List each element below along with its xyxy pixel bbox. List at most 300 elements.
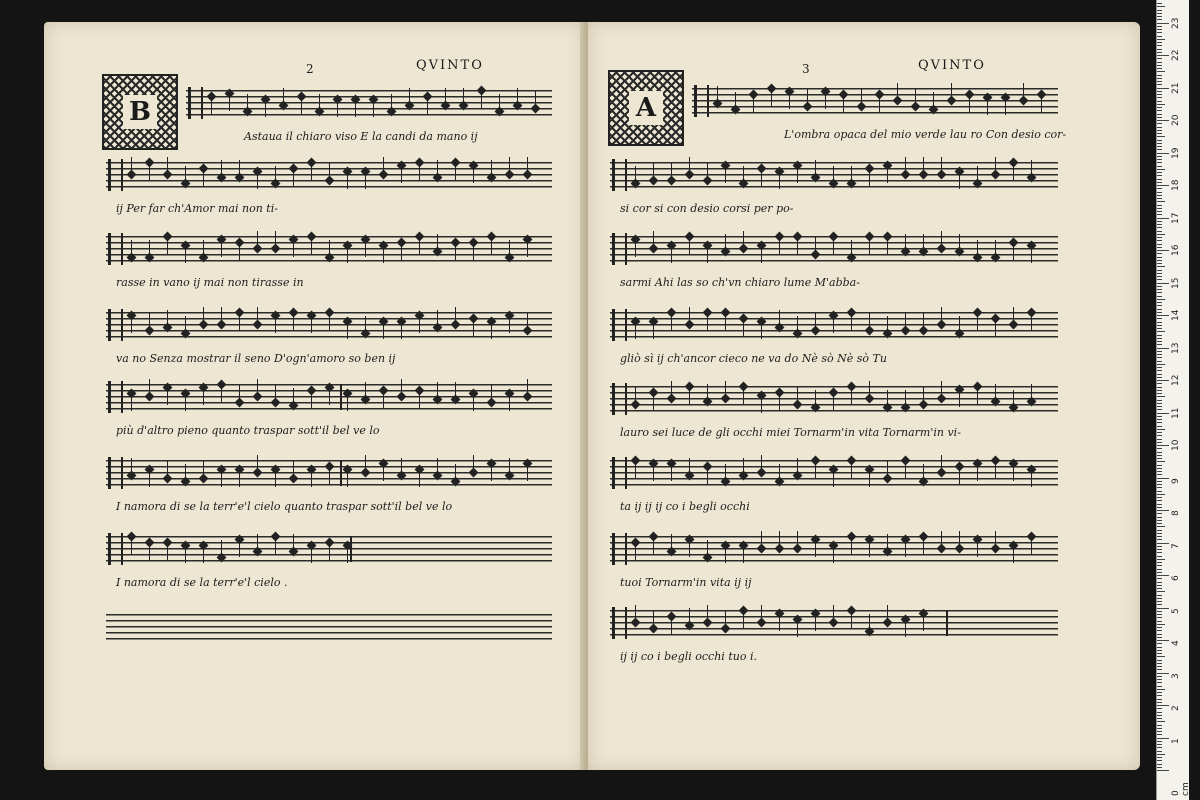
- note-stem: [635, 605, 636, 621]
- clef-icon: [612, 607, 627, 639]
- ruler-number: 16: [1171, 244, 1181, 256]
- note-stem: [977, 314, 978, 330]
- note-stem: [535, 91, 536, 107]
- ruler-tick: [1157, 23, 1169, 24]
- ruler-tick: [1157, 328, 1162, 329]
- lyric-line: L'ombra opaca del mio verde lau ro Con desio cor-: [784, 128, 1067, 141]
- note-stem: [1031, 314, 1032, 330]
- ruler-tick: [1157, 728, 1162, 729]
- ruler-tick: [1157, 250, 1169, 251]
- ruler-number: 12: [1171, 374, 1181, 386]
- note-stem: [149, 544, 150, 560]
- ruler-tick: [1157, 630, 1162, 631]
- ruler-tick: [1157, 445, 1169, 446]
- ruler-tick: [1157, 634, 1162, 635]
- note-stem: [347, 173, 348, 189]
- ruler-tick: [1157, 182, 1162, 183]
- note-stem: [1031, 471, 1032, 487]
- ruler-tick: [1157, 429, 1165, 430]
- lyric-line: ij ij co i begli occhi tuo i.: [620, 650, 757, 663]
- note-stem: [1023, 83, 1024, 99]
- ruler-tick: [1157, 474, 1162, 475]
- note-stem: [131, 317, 132, 333]
- note-stem: [869, 541, 870, 557]
- note-stem: [347, 247, 348, 263]
- ruler-tick: [1157, 276, 1162, 277]
- note-stem: [239, 471, 240, 487]
- note-stem: [1013, 547, 1014, 563]
- note-stem: [969, 96, 970, 112]
- ruler-number: 17: [1171, 212, 1181, 224]
- note-stem: [995, 462, 996, 478]
- ruler-tick: [1157, 16, 1162, 17]
- note-stem: [923, 234, 924, 250]
- note-stem: [131, 458, 132, 474]
- note-stem: [419, 471, 420, 487]
- ruler-tick: [1157, 52, 1162, 53]
- note-stem: [887, 534, 888, 550]
- note-stem: [347, 471, 348, 487]
- ruler-tick: [1157, 741, 1162, 742]
- music-staff: [106, 460, 552, 486]
- note-stem: [1013, 390, 1014, 406]
- note-stem: [481, 92, 482, 108]
- note-stem: [761, 247, 762, 263]
- note-stem: [797, 238, 798, 254]
- ruler-tick: [1157, 559, 1165, 560]
- note-stem: [437, 310, 438, 326]
- ruler-tick: [1157, 146, 1162, 147]
- ruler-number: 10: [1171, 439, 1181, 451]
- ruler-tick: [1157, 42, 1162, 43]
- ruler-tick: [1157, 643, 1162, 644]
- ruler-tick: [1157, 595, 1162, 596]
- ruler-tick: [1157, 767, 1162, 768]
- note-stem: [365, 382, 366, 398]
- clef-icon: [612, 383, 627, 415]
- note-stem: [743, 458, 744, 474]
- ruler-tick: [1157, 78, 1162, 79]
- clef-icon: [108, 233, 123, 265]
- note-stem: [995, 157, 996, 173]
- ruler-tick: [1157, 461, 1165, 462]
- ruler-tick: [1157, 305, 1162, 306]
- note-stem: [329, 389, 330, 405]
- clef-icon: [108, 457, 123, 489]
- note-stem: [995, 320, 996, 336]
- ruler-tick: [1157, 205, 1162, 206]
- note-stem: [365, 173, 366, 189]
- ruler-tick: [1157, 19, 1162, 20]
- ruler-tick: [1157, 507, 1162, 508]
- clef-icon: [108, 533, 123, 565]
- page-header: QVINTO: [918, 58, 986, 73]
- ruler-tick: [1157, 396, 1165, 397]
- ruler-number: 23: [1171, 17, 1181, 29]
- bar-line: [340, 460, 342, 486]
- note-stem: [707, 163, 708, 179]
- note-stem: [923, 157, 924, 173]
- note-stem: [293, 170, 294, 186]
- note-stem: [149, 471, 150, 487]
- note-stem: [905, 541, 906, 557]
- note-stem: [311, 392, 312, 408]
- ruler-tick: [1157, 487, 1162, 488]
- note-stem: [337, 101, 338, 117]
- note-stem: [689, 157, 690, 173]
- ruler-tick: [1157, 526, 1165, 527]
- ruler-tick: [1157, 75, 1162, 76]
- ruler-tick: [1157, 140, 1162, 141]
- note-stem: [401, 458, 402, 474]
- ruler-tick: [1157, 458, 1162, 459]
- note-stem: [1031, 160, 1032, 176]
- lyric-line: più d'altro pieno quanto traspar sott'il bel ve lo: [116, 424, 380, 437]
- note-stem: [789, 93, 790, 109]
- note-stem: [167, 238, 168, 254]
- ruler-tick: [1157, 247, 1162, 248]
- note-stem: [257, 307, 258, 323]
- note-stem: [671, 163, 672, 179]
- ruler-tick: [1157, 653, 1162, 654]
- ruler-tick: [1157, 260, 1162, 261]
- ruler-tick: [1157, 71, 1165, 72]
- ruler-number: 14: [1171, 309, 1181, 321]
- ruler-tick: [1157, 117, 1162, 118]
- note-stem: [391, 94, 392, 110]
- note-stem: [149, 379, 150, 395]
- note-stem: [203, 461, 204, 477]
- ruler-tick: [1157, 270, 1162, 271]
- note-stem: [959, 391, 960, 407]
- music-staff: [106, 312, 552, 338]
- ruler-tick: [1157, 166, 1162, 167]
- measuring-ruler: [1156, 0, 1189, 800]
- ruler-tick: [1157, 627, 1162, 628]
- note-stem: [951, 83, 952, 99]
- note-stem: [509, 458, 510, 474]
- note-stem: [185, 316, 186, 332]
- note-stem: [491, 323, 492, 339]
- page-number: 3: [802, 62, 810, 76]
- ruler-tick: [1157, 413, 1169, 414]
- decorated-initial: A: [608, 70, 684, 146]
- music-staff: [106, 384, 552, 410]
- ruler-tick: [1157, 338, 1162, 339]
- note-stem: [329, 163, 330, 179]
- ruler-tick: [1157, 530, 1162, 531]
- ruler-number: 13: [1171, 342, 1181, 354]
- note-stem: [987, 99, 988, 115]
- note-stem: [185, 464, 186, 480]
- note-stem: [257, 455, 258, 471]
- note-stem: [635, 166, 636, 182]
- ruler-tick: [1157, 712, 1162, 713]
- note-stem: [455, 307, 456, 323]
- note-stem: [977, 388, 978, 404]
- ruler-tick: [1157, 273, 1162, 274]
- ruler-tick: [1157, 426, 1162, 427]
- ruler-tick: [1157, 156, 1162, 157]
- note-stem: [843, 96, 844, 112]
- note-stem: [221, 540, 222, 556]
- bar-line: [946, 610, 948, 636]
- ruler-tick: [1157, 390, 1162, 391]
- ruler-tick: [1157, 218, 1169, 219]
- ruler-tick: [1157, 26, 1162, 27]
- ruler-tick: [1157, 432, 1162, 433]
- note-stem: [851, 166, 852, 182]
- ruler-tick: [1157, 169, 1165, 170]
- note-stem: [149, 240, 150, 256]
- note-stem: [445, 88, 446, 104]
- ruler-tick: [1157, 335, 1162, 336]
- ruler-tick: [1157, 32, 1162, 33]
- note-stem: [635, 544, 636, 560]
- clef-icon: [108, 381, 123, 413]
- ruler-tick: [1157, 442, 1162, 443]
- clef-icon: [612, 457, 627, 489]
- note-stem: [851, 388, 852, 404]
- note-stem: [527, 157, 528, 173]
- ruler-tick: [1157, 364, 1165, 365]
- note-stem: [689, 608, 690, 624]
- ruler-tick: [1157, 435, 1162, 436]
- ruler-number: 1: [1171, 737, 1181, 744]
- note-stem: [941, 381, 942, 397]
- music-staff: [106, 236, 552, 262]
- note-stem: [815, 541, 816, 557]
- lyric-line: lauro sei luce de gli occhi miei Tornarm'in vita Tornarm'in vi-: [620, 426, 961, 439]
- note-stem: [275, 538, 276, 554]
- lyric-line: rasse in vano ij mai non tirasse in: [116, 276, 304, 289]
- note-stem: [653, 231, 654, 247]
- note-stem: [941, 307, 942, 323]
- ruler-tick: [1157, 757, 1162, 758]
- ruler-tick: [1157, 406, 1162, 407]
- ruler-number: 15: [1171, 277, 1181, 289]
- note-stem: [923, 464, 924, 480]
- ruler-tick: [1157, 354, 1162, 355]
- note-stem: [509, 157, 510, 173]
- note-stem: [131, 240, 132, 256]
- note-stem: [779, 531, 780, 547]
- ruler-tick: [1157, 621, 1162, 622]
- note-stem: [779, 464, 780, 480]
- note-stem: [725, 547, 726, 563]
- note-stem: [725, 611, 726, 627]
- note-stem: [265, 101, 266, 117]
- ruler-tick: [1157, 663, 1162, 664]
- note-stem: [671, 381, 672, 397]
- ruler-tick: [1157, 624, 1165, 625]
- ruler-tick: [1157, 286, 1162, 287]
- ruler-tick: [1157, 240, 1162, 241]
- note-stem: [797, 316, 798, 332]
- ruler-tick: [1157, 114, 1162, 115]
- note-stem: [311, 317, 312, 333]
- ruler-tick: [1157, 721, 1165, 722]
- ruler-tick: [1157, 91, 1162, 92]
- ruler-tick: [1157, 562, 1162, 563]
- ruler-tick: [1157, 179, 1162, 180]
- note-stem: [131, 157, 132, 173]
- ruler-tick: [1157, 468, 1162, 469]
- ruler-tick: [1157, 660, 1162, 661]
- note-stem: [365, 241, 366, 257]
- ruler-tick: [1157, 201, 1165, 202]
- note-stem: [473, 395, 474, 411]
- ruler-tick: [1157, 708, 1162, 709]
- ruler-tick: [1157, 611, 1162, 612]
- ruler-tick: [1157, 539, 1162, 540]
- note-stem: [797, 458, 798, 474]
- note-stem: [455, 382, 456, 398]
- note-stem: [203, 547, 204, 563]
- note-stem: [861, 89, 862, 105]
- ruler-tick: [1157, 510, 1169, 511]
- note-stem: [401, 167, 402, 183]
- note-stem: [815, 615, 816, 631]
- note-stem: [815, 237, 816, 253]
- note-stem: [455, 164, 456, 180]
- note-stem: [383, 157, 384, 173]
- note-stem: [401, 379, 402, 395]
- note-stem: [473, 455, 474, 471]
- note-stem: [509, 240, 510, 256]
- note-stem: [283, 88, 284, 104]
- ruler-tick: [1157, 608, 1169, 609]
- ruler-tick: [1157, 692, 1162, 693]
- open-book: [44, 22, 1140, 770]
- ruler-tick: [1157, 578, 1162, 579]
- note-stem: [319, 94, 320, 110]
- note-stem: [743, 547, 744, 563]
- note-stem: [401, 323, 402, 339]
- ruler-tick: [1157, 400, 1162, 401]
- note-stem: [743, 320, 744, 336]
- note-stem: [671, 618, 672, 634]
- ruler-tick: [1157, 292, 1162, 293]
- note-stem: [239, 314, 240, 330]
- note-stem: [887, 461, 888, 477]
- note-stem: [833, 605, 834, 621]
- note-stem: [347, 395, 348, 411]
- note-stem: [851, 314, 852, 330]
- ruler-tick: [1157, 669, 1162, 670]
- ruler-tick: [1157, 383, 1162, 384]
- ruler-tick: [1157, 130, 1162, 131]
- ruler-tick: [1157, 565, 1162, 566]
- note-stem: [959, 316, 960, 332]
- ruler-tick: [1157, 676, 1162, 677]
- ruler-tick: [1157, 491, 1162, 492]
- note-stem: [473, 167, 474, 183]
- note-stem: [437, 160, 438, 176]
- ruler-tick: [1157, 601, 1162, 602]
- ruler-tick: [1157, 123, 1162, 124]
- note-stem: [797, 387, 798, 403]
- ruler-tick: [1157, 370, 1162, 371]
- note-stem: [761, 323, 762, 339]
- music-staff: [692, 88, 1058, 114]
- note-stem: [707, 468, 708, 484]
- ruler-tick: [1157, 754, 1165, 755]
- note-stem: [491, 238, 492, 254]
- note-stem: [779, 615, 780, 631]
- note-stem: [653, 394, 654, 410]
- ruler-tick: [1157, 214, 1162, 215]
- note-stem: [383, 392, 384, 408]
- note-stem: [797, 531, 798, 547]
- ruler-tick: [1157, 367, 1162, 368]
- ruler-tick: [1157, 315, 1169, 316]
- ruler-tick: [1157, 257, 1162, 258]
- note-stem: [869, 614, 870, 630]
- ruler-tick: [1157, 604, 1162, 605]
- note-stem: [1005, 99, 1006, 115]
- note-stem: [761, 531, 762, 547]
- ruler-tick: [1157, 149, 1162, 150]
- note-stem: [959, 468, 960, 484]
- ruler-tick: [1157, 81, 1162, 82]
- note-stem: [239, 385, 240, 401]
- ruler-tick: [1157, 49, 1162, 50]
- ruler-tick: [1157, 101, 1162, 102]
- ruler-tick: [1157, 331, 1165, 332]
- lyric-line: sarmi Ahi las so ch'vn chiaro lume M'abba-: [620, 276, 860, 289]
- note-stem: [653, 538, 654, 554]
- note-stem: [257, 173, 258, 189]
- ruler-tick: [1157, 591, 1165, 592]
- note-stem: [185, 395, 186, 411]
- note-stem: [275, 231, 276, 247]
- music-staff: [610, 312, 1058, 338]
- note-stem: [717, 86, 718, 102]
- ruler-tick: [1157, 65, 1162, 66]
- ruler-tick: [1157, 572, 1162, 573]
- ruler-tick: [1157, 549, 1162, 550]
- ruler-number: 20: [1171, 114, 1181, 126]
- ruler-tick: [1157, 452, 1162, 453]
- note-stem: [221, 160, 222, 176]
- ruler-tick: [1157, 351, 1162, 352]
- ruler-tick: [1157, 640, 1169, 641]
- ruler-tick: [1157, 309, 1162, 310]
- note-stem: [275, 385, 276, 401]
- note-stem: [491, 160, 492, 176]
- ruler-tick: [1157, 244, 1162, 245]
- note-stem: [1031, 538, 1032, 554]
- ruler-number: 11: [1171, 407, 1181, 419]
- ruler-tick: [1157, 702, 1162, 703]
- note-stem: [419, 392, 420, 408]
- note-stem: [779, 173, 780, 189]
- ruler-tick: [1157, 617, 1162, 618]
- note-stem: [941, 157, 942, 173]
- ruler-tick: [1157, 689, 1165, 690]
- ruler-tick: [1157, 322, 1162, 323]
- note-stem: [329, 314, 330, 330]
- note-stem: [833, 238, 834, 254]
- ruler-number: 22: [1171, 49, 1181, 61]
- ruler-tick: [1157, 107, 1162, 108]
- note-stem: [653, 611, 654, 627]
- note-stem: [437, 234, 438, 250]
- note-stem: [239, 160, 240, 176]
- note-stem: [311, 238, 312, 254]
- ruler-tick: [1157, 731, 1162, 732]
